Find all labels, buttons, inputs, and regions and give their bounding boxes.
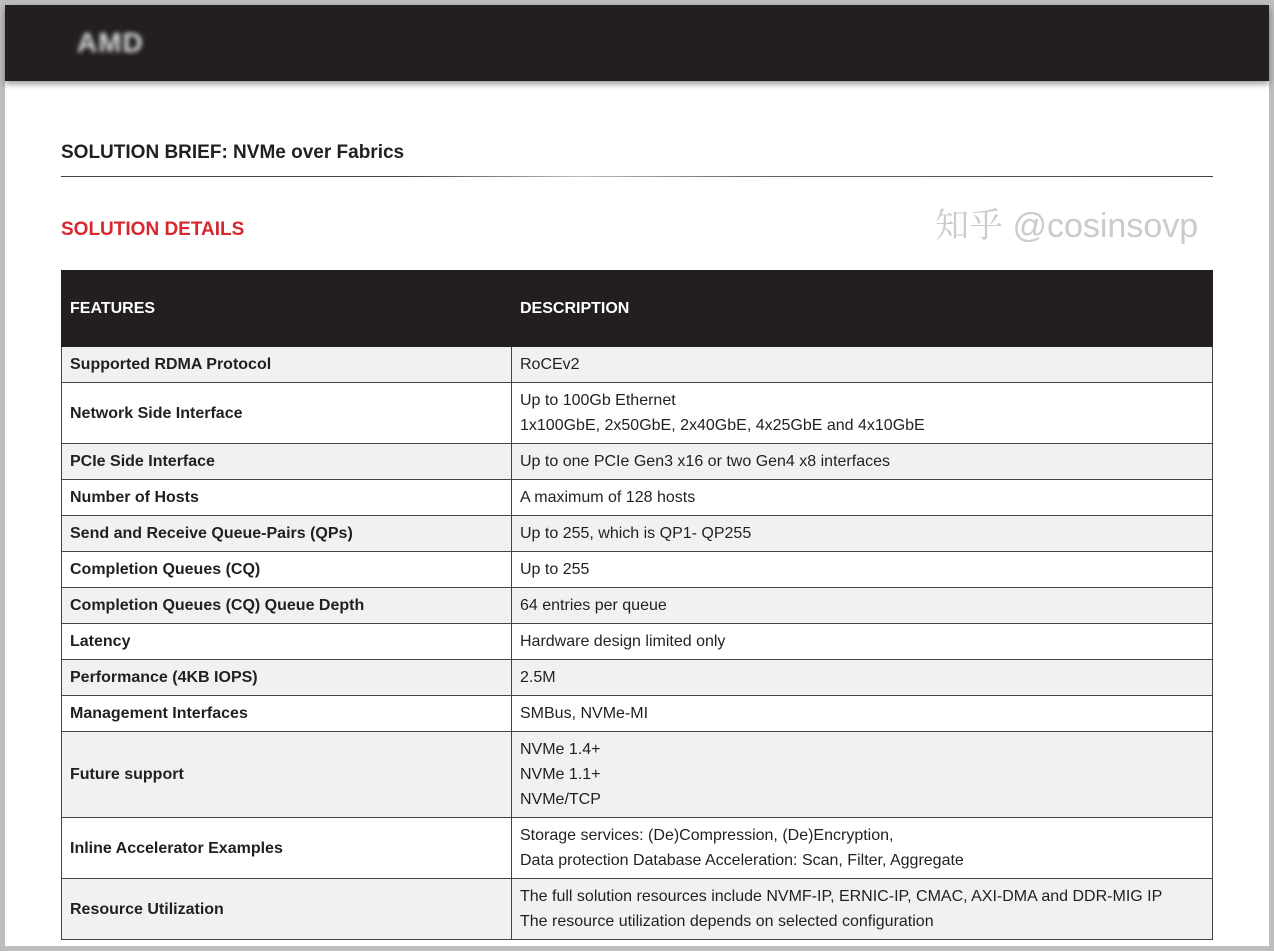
table-row xyxy=(62,480,1213,516)
table-row xyxy=(62,516,1213,552)
feature-cell: Number of Hosts xyxy=(62,480,512,516)
table-row xyxy=(62,383,1213,444)
description-cell xyxy=(512,347,1213,383)
description-line: The full solution resources include NVMF-IP, ERNIC-IP, CMAC, AXI-DMA and DDR-MIG IP xyxy=(520,888,1163,905)
feature-cell: Latency xyxy=(62,624,512,660)
description-line: Up to 100Gb Ethernet xyxy=(520,392,676,409)
feature-cell: Network Side Interface xyxy=(62,383,512,444)
description-cell xyxy=(512,624,1213,660)
document-page xyxy=(5,5,1269,946)
description-cell xyxy=(512,480,1213,516)
table-row xyxy=(62,624,1213,660)
description-cell xyxy=(512,818,1213,879)
description-line: NVMe/TCP xyxy=(520,791,601,808)
description-cell xyxy=(512,552,1213,588)
feature-cell: Performance (4KB IOPS) xyxy=(62,660,512,696)
description-line: 2.5M xyxy=(520,669,556,686)
table-row xyxy=(62,552,1213,588)
description-line: The resource utilization depends on selected configuration xyxy=(520,913,934,930)
description-cell xyxy=(512,444,1213,480)
feature-cell: Management Interfaces xyxy=(62,696,512,732)
description-line: NVMe 1.1+ xyxy=(520,766,601,783)
column-header-description: DESCRIPTION xyxy=(512,271,1213,347)
description-line: A maximum of 128 hosts xyxy=(520,489,696,506)
description-line: Up to 255 xyxy=(520,561,590,578)
table-row xyxy=(62,818,1213,879)
description-line: Up to 255, which is QP1- QP255 xyxy=(520,525,752,542)
description-line: Storage services: (De)Compression, (De)Encryption, xyxy=(520,827,894,844)
table-row xyxy=(62,732,1213,818)
description-line: 1x100GbE, 2x50GbE, 2x40GbE, 4x25GbE and 4x10GbE xyxy=(520,417,925,434)
table-row xyxy=(62,347,1213,383)
header-bar xyxy=(5,5,1269,81)
description-line: NVMe 1.4+ xyxy=(520,741,601,758)
feature-cell: Supported RDMA Protocol xyxy=(62,347,512,383)
column-header-features: FEATURES xyxy=(62,271,512,347)
feature-cell: Completion Queues (CQ) Queue Depth xyxy=(62,588,512,624)
description-cell xyxy=(512,516,1213,552)
table-row xyxy=(62,696,1213,732)
table-row xyxy=(62,660,1213,696)
feature-cell: Future support xyxy=(62,732,512,818)
feature-cell: Resource Utilization xyxy=(62,879,512,940)
brief-title: SOLUTION BRIEF: NVMe over Fabrics xyxy=(61,142,405,163)
features-table xyxy=(61,270,1213,940)
feature-cell: Completion Queues (CQ) xyxy=(62,552,512,588)
description-cell xyxy=(512,732,1213,818)
table-row xyxy=(62,588,1213,624)
amd-logo: AMD xyxy=(77,27,144,58)
description-line: 64 entries per queue xyxy=(520,597,667,614)
description-cell xyxy=(512,588,1213,624)
description-cell xyxy=(512,660,1213,696)
description-line: Up to one PCIe Gen3 x16 or two Gen4 x8 interfaces xyxy=(520,453,890,470)
divider xyxy=(61,176,1213,177)
description-cell xyxy=(512,383,1213,444)
feature-cell: PCIe Side Interface xyxy=(62,444,512,480)
description-cell xyxy=(512,696,1213,732)
feature-cell: Send and Receive Queue-Pairs (QPs) xyxy=(62,516,512,552)
description-line: SMBus, NVMe-MI xyxy=(520,705,649,722)
table-row xyxy=(62,444,1213,480)
description-cell xyxy=(512,879,1213,940)
description-line: Data protection Database Acceleration: Scan, Filter, Aggregate xyxy=(520,852,964,869)
description-line: RoCEv2 xyxy=(520,356,580,373)
table-row xyxy=(62,879,1213,940)
description-line: Hardware design limited only xyxy=(520,633,726,650)
watermark: 知乎 @cosinsovp xyxy=(935,207,1199,245)
feature-cell: Inline Accelerator Examples xyxy=(62,818,512,879)
section-title: SOLUTION DETAILS xyxy=(61,219,245,240)
